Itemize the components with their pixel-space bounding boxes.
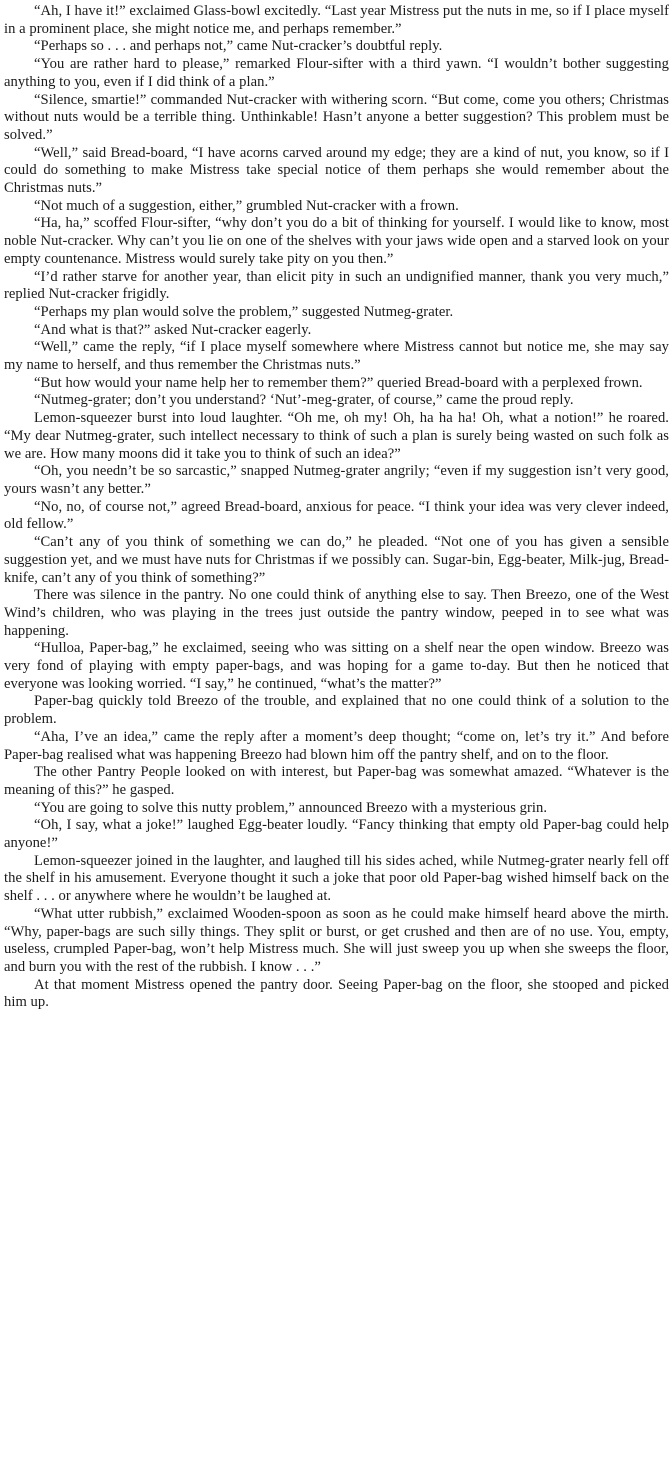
story-paragraph: “Nutmeg-grater; don’t you understand? ‘Nut’-meg-grater, of course,” came the proud reply. [34,392,574,409]
story-paragraph: “No, no, of course not,” agreed Bread-board, anxious for peace. “I think your idea was very clever indeed, old fellow.” [4,498,669,533]
story-paragraph: “Perhaps my plan would solve the problem,” suggested Nutmeg-grater. [34,303,454,320]
story-paragraph: “Ah, I have it!” exclaimed Glass-bowl excitedly. “Last year Mistress put the nuts in me, so if I place myself in a prominent place, she might notice me, and perhaps remember.” [4,3,669,37]
story-paragraph: “Ha, ha,” scoffed Flour-sifter, “why don’t you do a bit of thinking for yourself. I would like to know, most noble Nut-cracker. Why can’t you lie on one of the shelves with your jaws wide open and a starved look on your empty countenance. Mistress would surely take pity on you then.” [4,215,669,267]
story-paragraph: “Can’t any of you think of something we can do,” he pleaded. “Not one of you has given a sensible suggestion yet, and we must have nuts for Christmas if we possibly can. Sugar-bin, Egg-beater, Milk-jug, Bread-knife, can’t any of you think of something?” [4,534,669,586]
story-paragraph: “And what is that?” asked Nut-cracker eagerly. [34,321,312,338]
story-paragraph: “Oh, you needn’t be so sarcastic,” snapped Nutmeg-grater angrily; “even if my suggestion isn’t very good, yours wasn’t any better.” [4,463,669,497]
story-paragraph: Paper-bag quickly told Breezo of the trouble, and explained that no one could think of a solution to the problem. [4,693,669,728]
story-paragraph: “Hulloa, Paper-bag,” he exclaimed, seeing who was sitting on a shelf near the open window. Breezo was very fond of playing with empty paper-bags, and was hoping for a game to-day. But then he noticed that everyone was looking worried. “I say,” he continued, “what’s the matter?” [4,640,669,692]
story-paragraph: Lemon-squeezer burst into loud laughter. “Oh me, oh my! Oh, ha ha ha! Oh, what a notion!” he roared. “My dear Nutmeg-grater, such intellect necessary to think of such a plan is surely being wasted on such folk as we are. How many moons did it take you to think of such an idea?” [4,410,669,462]
story-paragraph: The other Pantry People looked on with interest, but Paper-bag was somewhat amazed. “Whatever is the meaning of this?” he gasped. [4,764,669,798]
story-paragraph: “Silence, smartie!” commanded Nut-cracker with withering scorn. “But come, come you others; Christmas without nuts would be a terrible thing. Unthinkable! Hasn’t anyone a better suggestion? This problem must be solved.” [4,91,669,143]
story-paragraph: “Well,” said Bread-board, “I have acorns carved around my edge; they are a kind of nut, you know, so if I could do something to make Mistress take special notice of them perhaps she would remember about the Christmas nuts.” [4,144,669,197]
story-paragraph: “But how would your name help her to remember them?” queried Bread-board with a perplexed frown. [34,374,643,391]
story-paragraph: “You are rather hard to please,” remarked Flour-sifter with a third yawn. “I wouldn’t bother suggesting anything to you, even if I did think of a plan.” [4,56,669,90]
story-paragraph: Lemon-squeezer joined in the laughter, and laughed till his sides ached, while Nutmeg-grater nearly fell off the shelf in his amusement. Everyone thought it such a joke that poor old Paper-bag wished himself back on the shelf . . . or anywhere where he wouldn’t be laughed at. [4,852,669,905]
story-paragraph: There was silence in the pantry. No one could think of anything else to say. Then Breezo, one of the West Wind’s children, who was playing in the trees just outside the pantry window, peeped in to see what was happening. [4,587,669,639]
story-paragraph: “Well,” came the reply, “if I place myself somewhere where Mistress cannot but notice me, she may say my name to herself, and thus remember the Christmas nuts.” [4,339,669,374]
story-paragraph: “I’d rather starve for another year, than elicit pity in such an undignified manner, thank you very much,” replied Nut-cracker frigidly. [4,268,669,303]
story-paragraph: “You are going to solve this nutty problem,” announced Breezo with a mysterious grin. [34,799,548,816]
story-paragraph: “Aha, I’ve an idea,” came the reply after a moment’s deep thought; “come on, let’s try it.” And before Paper-bag realised what was happening Breezo had blown him off the pantry shelf, and on to the floor. [4,728,669,763]
story-paragraph: “Not much of a suggestion, either,” grumbled Nut-cracker with a frown. [34,197,459,214]
story-paragraph: “Oh, I say, what a joke!” laughed Egg-beater loudly. “Fancy thinking that empty old Paper-bag could help anyone!” [4,817,669,852]
story-paragraph: At that moment Mistress opened the pantry door. Seeing Paper-bag on the floor, she stooped and picked him up. [4,976,669,1011]
story-paragraph: “Perhaps so . . . and perhaps not,” came Nut-cracker’s doubtful reply. [34,38,443,55]
story-paragraph: “What utter rubbish,” exclaimed Wooden-spoon as soon as he could make himself heard above the mirth. “Why, paper-bags are such silly things. They split or burst, or get crushed and then are of no use. You, empty, useless, crumpled Paper-bag, won’t help Mistress much. She will just sweep you up when she sweeps the floor, and burn you with the rest of the rubbish. I know . . .” [4,905,669,975]
